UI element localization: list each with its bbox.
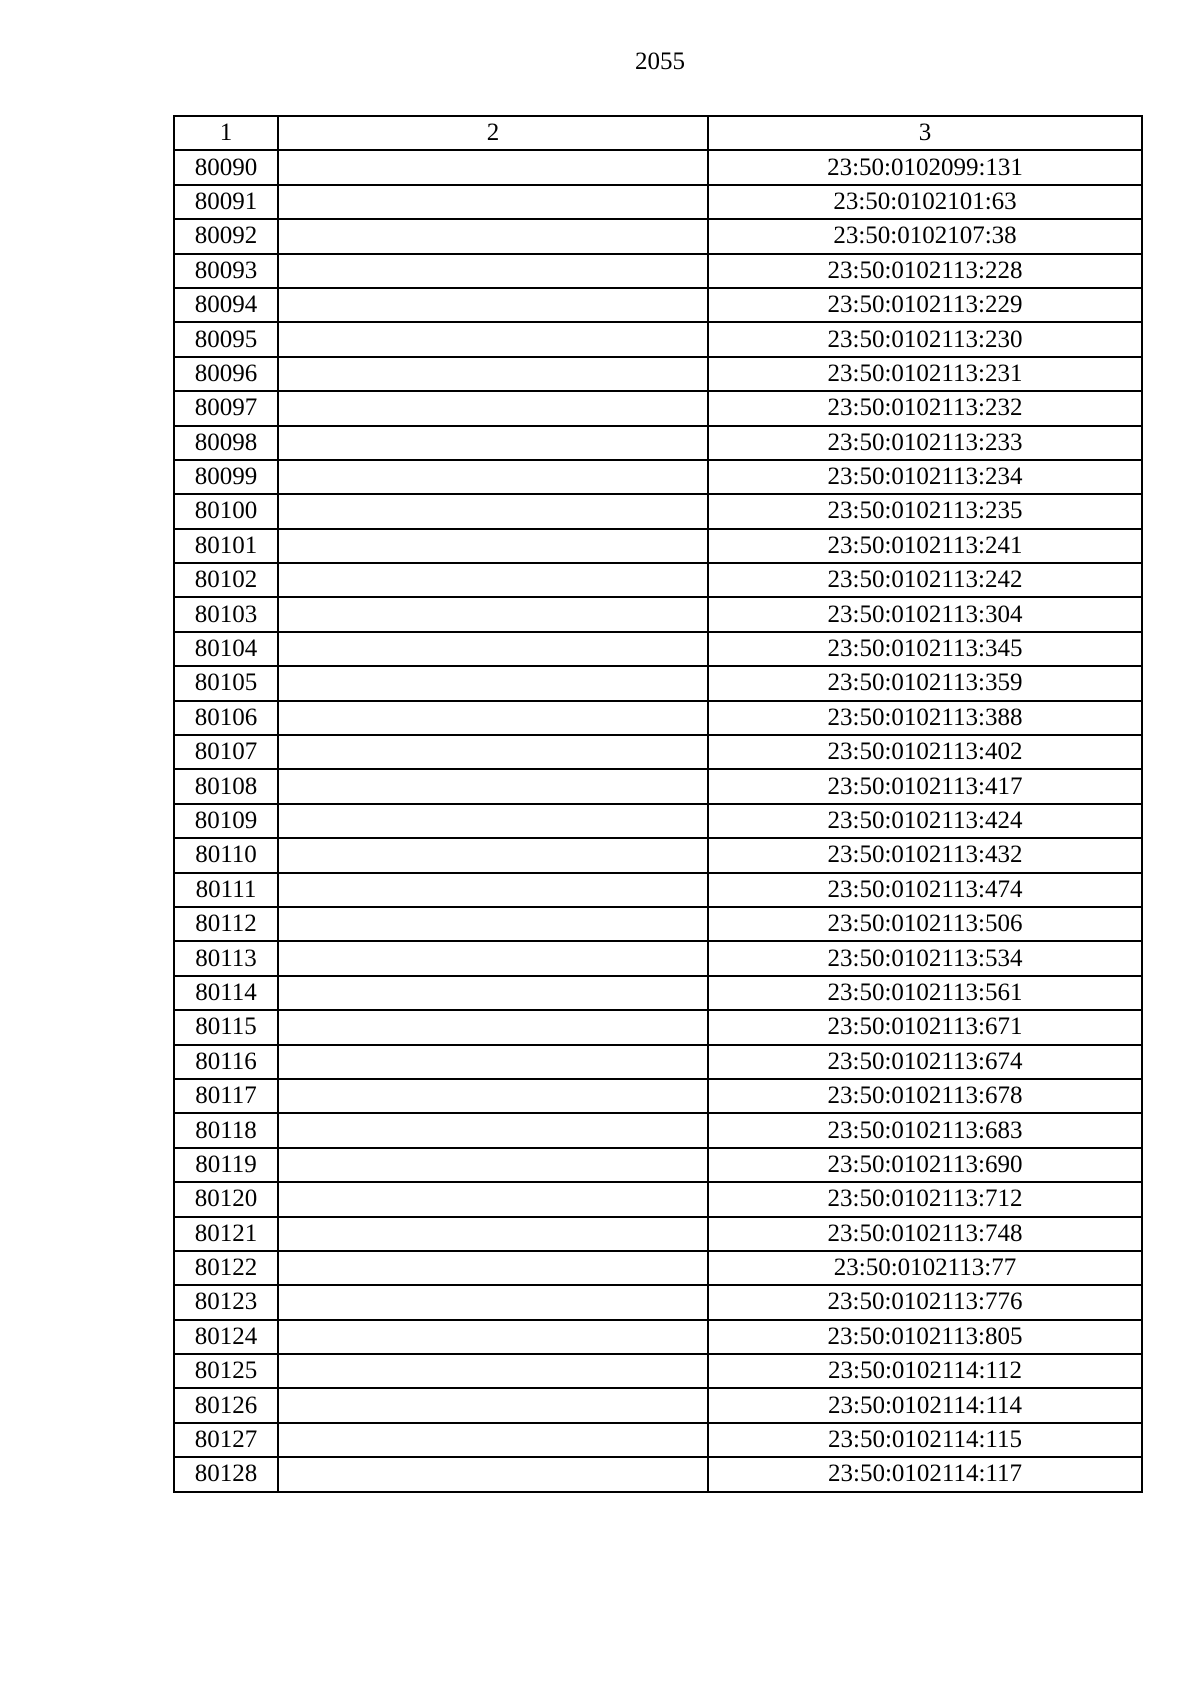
cadastral-number-cell: 23:50:0102113:388 (708, 701, 1142, 735)
description-cell (278, 1182, 708, 1216)
description-cell (278, 322, 708, 356)
cadastral-number-cell: 23:50:0102113:241 (708, 529, 1142, 563)
description-cell (278, 632, 708, 666)
table-row (174, 701, 1142, 735)
row-number-cell: 80110 (174, 838, 278, 872)
cadastral-number-cell: 23:50:0102113:671 (708, 1010, 1142, 1044)
cadastral-number-cell: 23:50:0102113:229 (708, 288, 1142, 322)
description-cell (278, 941, 708, 975)
table-row (174, 769, 1142, 803)
description-cell (278, 494, 708, 528)
cadastral-number-cell: 23:50:0102113:690 (708, 1148, 1142, 1182)
row-number-cell: 80121 (174, 1217, 278, 1251)
row-number-cell: 80119 (174, 1148, 278, 1182)
table-row (174, 1320, 1142, 1354)
row-number-cell: 80125 (174, 1354, 278, 1388)
description-cell (278, 1217, 708, 1251)
row-number-cell: 80117 (174, 1079, 278, 1113)
row-number-cell: 80123 (174, 1285, 278, 1319)
cadastral-number-cell: 23:50:0102101:63 (708, 185, 1142, 219)
description-cell (278, 1285, 708, 1319)
table-row (174, 1010, 1142, 1044)
cadastral-number-cell: 23:50:0102113:748 (708, 1217, 1142, 1251)
row-number-cell: 80096 (174, 357, 278, 391)
cadastral-number-cell: 23:50:0102114:117 (708, 1457, 1142, 1491)
table-row (174, 460, 1142, 494)
cadastral-number-cell: 23:50:0102113:228 (708, 254, 1142, 288)
table-row (174, 1285, 1142, 1319)
table-row (174, 1113, 1142, 1147)
row-number-cell: 80094 (174, 288, 278, 322)
row-number-cell: 80103 (174, 597, 278, 631)
row-number-cell: 80093 (174, 254, 278, 288)
cadastral-number-cell: 23:50:0102099:131 (708, 150, 1142, 184)
table-row (174, 597, 1142, 631)
description-cell (278, 426, 708, 460)
cadastral-number-cell: 23:50:0102113:776 (708, 1285, 1142, 1319)
table-row (174, 1217, 1142, 1251)
row-number-cell: 80114 (174, 976, 278, 1010)
row-number-cell: 80116 (174, 1045, 278, 1079)
cadastral-number-cell: 23:50:0102114:115 (708, 1423, 1142, 1457)
description-cell (278, 976, 708, 1010)
cadastral-number-cell: 23:50:0102113:712 (708, 1182, 1142, 1216)
row-number-cell: 80101 (174, 529, 278, 563)
description-cell (278, 1388, 708, 1422)
description-cell (278, 219, 708, 253)
cadastral-number-cell: 23:50:0102113:359 (708, 666, 1142, 700)
table-row (174, 357, 1142, 391)
row-number-cell: 80120 (174, 1182, 278, 1216)
cadastral-number-cell: 23:50:0102113:77 (708, 1251, 1142, 1285)
table-row (174, 150, 1142, 184)
description-cell (278, 1251, 708, 1285)
description-cell (278, 185, 708, 219)
description-cell (278, 1457, 708, 1491)
description-cell (278, 529, 708, 563)
cadastral-number-cell: 23:50:0102113:402 (708, 735, 1142, 769)
description-cell (278, 769, 708, 803)
row-number-cell: 80105 (174, 666, 278, 700)
column-header-3: 3 (708, 116, 1142, 150)
cadastral-number-cell: 23:50:0102113:432 (708, 838, 1142, 872)
row-number-cell: 80113 (174, 941, 278, 975)
cadastral-number-cell: 23:50:0102113:232 (708, 391, 1142, 425)
cadastral-number-cell: 23:50:0102113:678 (708, 1079, 1142, 1113)
column-header-2: 2 (278, 116, 708, 150)
description-cell (278, 1423, 708, 1457)
row-number-cell: 80097 (174, 391, 278, 425)
description-cell (278, 150, 708, 184)
cadastral-number-cell: 23:50:0102113:424 (708, 804, 1142, 838)
row-number-cell: 80092 (174, 219, 278, 253)
description-cell (278, 1354, 708, 1388)
row-number-cell: 80099 (174, 460, 278, 494)
cadastral-number-cell: 23:50:0102113:233 (708, 426, 1142, 460)
table-row (174, 907, 1142, 941)
row-number-cell: 80126 (174, 1388, 278, 1422)
table-row (174, 666, 1142, 700)
description-cell (278, 1079, 708, 1113)
data-table (173, 115, 1143, 1493)
table-row (174, 632, 1142, 666)
cadastral-number-cell: 23:50:0102113:234 (708, 460, 1142, 494)
table-row (174, 322, 1142, 356)
table-row (174, 1354, 1142, 1388)
description-cell (278, 701, 708, 735)
row-number-cell: 80122 (174, 1251, 278, 1285)
row-number-cell: 80127 (174, 1423, 278, 1457)
description-cell (278, 1045, 708, 1079)
row-number-cell: 80104 (174, 632, 278, 666)
table-row (174, 1079, 1142, 1113)
header-row (174, 116, 1142, 150)
row-number-cell: 80091 (174, 185, 278, 219)
description-cell (278, 357, 708, 391)
row-number-cell: 80090 (174, 150, 278, 184)
cadastral-number-cell: 23:50:0102113:534 (708, 941, 1142, 975)
row-number-cell: 80115 (174, 1010, 278, 1044)
row-number-cell: 80118 (174, 1113, 278, 1147)
cadastral-number-cell: 23:50:0102113:242 (708, 563, 1142, 597)
table-row (174, 1423, 1142, 1457)
row-number-cell: 80108 (174, 769, 278, 803)
table-row (174, 288, 1142, 322)
description-cell (278, 838, 708, 872)
table-row (174, 185, 1142, 219)
table-row (174, 735, 1142, 769)
table-row (174, 1182, 1142, 1216)
cadastral-number-cell: 23:50:0102113:417 (708, 769, 1142, 803)
description-cell (278, 460, 708, 494)
cadastral-number-cell: 23:50:0102113:231 (708, 357, 1142, 391)
table-row (174, 254, 1142, 288)
description-cell (278, 254, 708, 288)
table-row (174, 941, 1142, 975)
description-cell (278, 597, 708, 631)
table-row (174, 1045, 1142, 1079)
cadastral-number-cell: 23:50:0102107:38 (708, 219, 1142, 253)
table-row (174, 494, 1142, 528)
description-cell (278, 563, 708, 597)
cadastral-number-cell: 23:50:0102114:112 (708, 1354, 1142, 1388)
table-row (174, 219, 1142, 253)
cadastral-number-cell: 23:50:0102113:683 (708, 1113, 1142, 1147)
description-cell (278, 1113, 708, 1147)
description-cell (278, 391, 708, 425)
cadastral-number-cell: 23:50:0102113:805 (708, 1320, 1142, 1354)
row-number-cell: 80128 (174, 1457, 278, 1491)
cadastral-number-cell: 23:50:0102114:114 (708, 1388, 1142, 1422)
description-cell (278, 873, 708, 907)
table-row (174, 976, 1142, 1010)
table-row (174, 1388, 1142, 1422)
description-cell (278, 1010, 708, 1044)
table-row (174, 873, 1142, 907)
description-cell (278, 1320, 708, 1354)
row-number-cell: 80102 (174, 563, 278, 597)
table-row (174, 529, 1142, 563)
table-row (174, 804, 1142, 838)
row-number-cell: 80111 (174, 873, 278, 907)
row-number-cell: 80112 (174, 907, 278, 941)
row-number-cell: 80109 (174, 804, 278, 838)
row-number-cell: 80106 (174, 701, 278, 735)
column-header-1: 1 (174, 116, 278, 150)
cadastral-number-cell: 23:50:0102113:561 (708, 976, 1142, 1010)
row-number-cell: 80107 (174, 735, 278, 769)
cadastral-number-cell: 23:50:0102113:235 (708, 494, 1142, 528)
cadastral-number-cell: 23:50:0102113:304 (708, 597, 1142, 631)
cadastral-number-cell: 23:50:0102113:474 (708, 873, 1142, 907)
table-row (174, 426, 1142, 460)
row-number-cell: 80100 (174, 494, 278, 528)
description-cell (278, 735, 708, 769)
cadastral-number-cell: 23:50:0102113:506 (708, 907, 1142, 941)
table-row (174, 838, 1142, 872)
table-row (174, 1251, 1142, 1285)
cadastral-number-cell: 23:50:0102113:230 (708, 322, 1142, 356)
cadastral-number-cell: 23:50:0102113:345 (708, 632, 1142, 666)
description-cell (278, 907, 708, 941)
row-number-cell: 80124 (174, 1320, 278, 1354)
description-cell (278, 804, 708, 838)
cadastral-number-cell: 23:50:0102113:674 (708, 1045, 1142, 1079)
page-number: 2055 (635, 48, 685, 75)
table-row (174, 1457, 1142, 1491)
table-row (174, 391, 1142, 425)
description-cell (278, 666, 708, 700)
description-cell (278, 288, 708, 322)
table-row (174, 563, 1142, 597)
table-header (174, 116, 1142, 150)
table-row (174, 1148, 1142, 1182)
table-body (174, 150, 1142, 1491)
row-number-cell: 80098 (174, 426, 278, 460)
description-cell (278, 1148, 708, 1182)
row-number-cell: 80095 (174, 322, 278, 356)
